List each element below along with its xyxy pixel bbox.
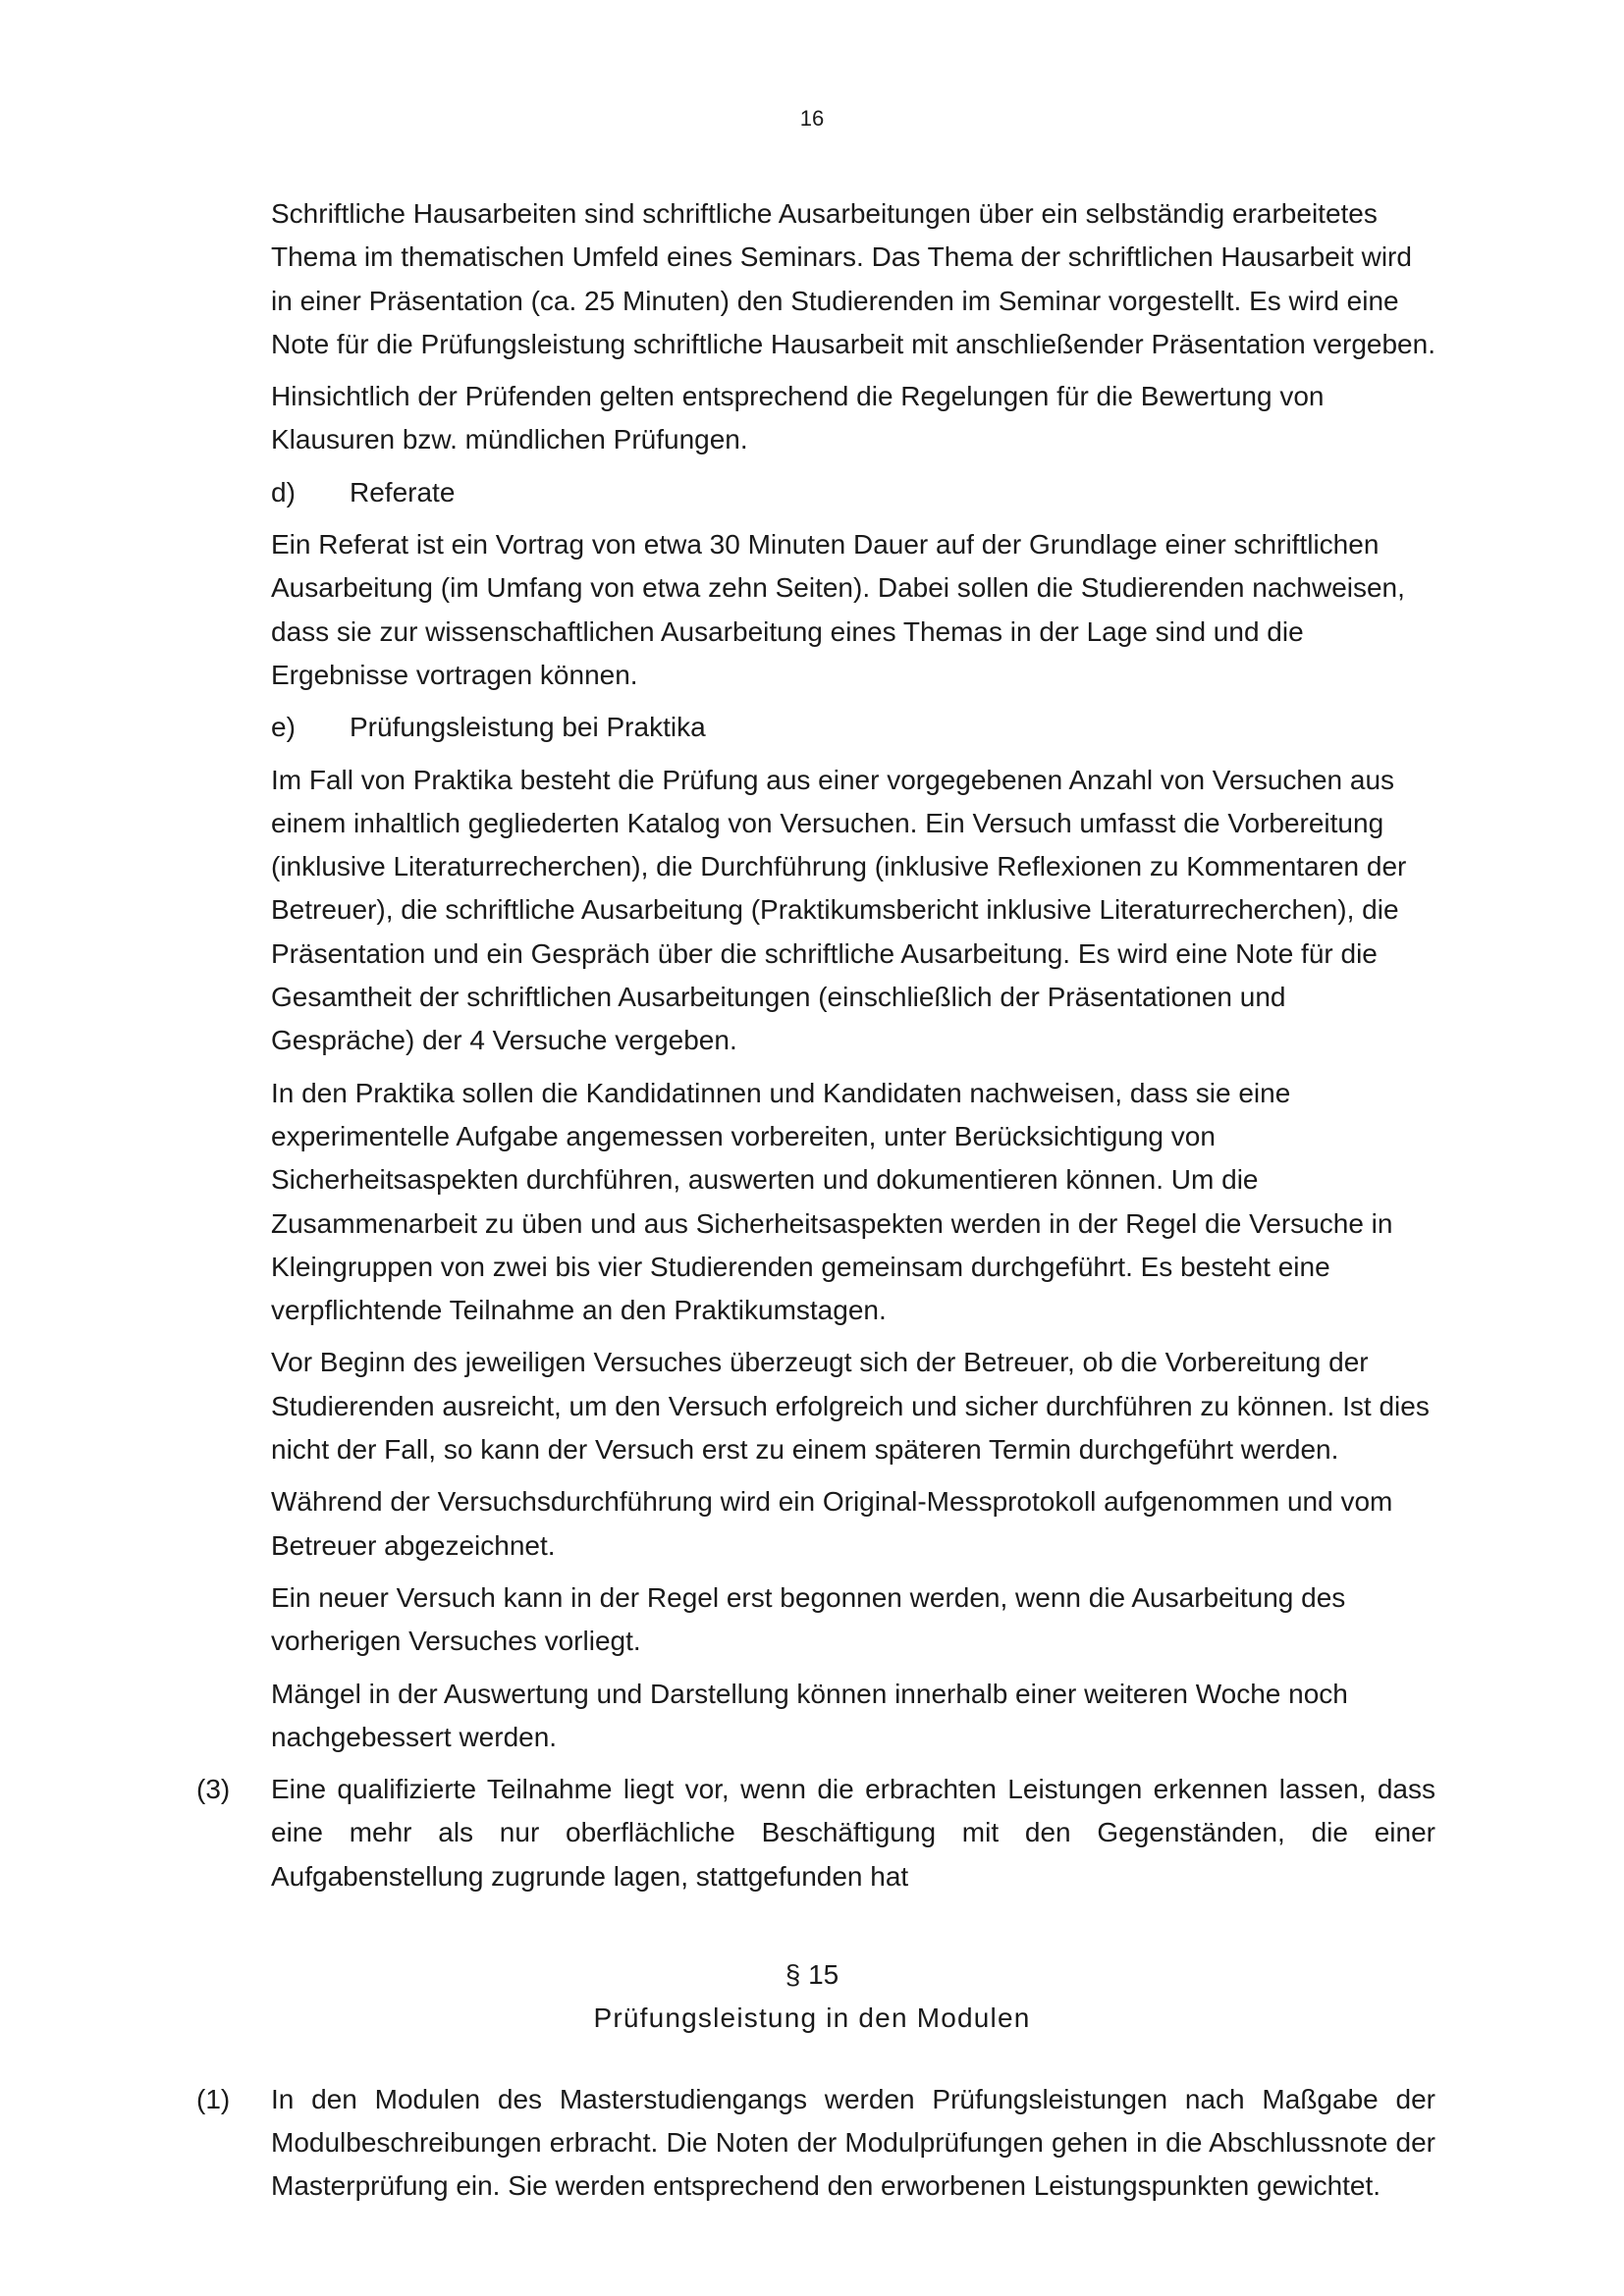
subheading-title: Referate <box>350 476 456 507</box>
item-number: (1) <box>196 2083 231 2114</box>
item-text: In den Modulen des Masterstudiengangs werden Prüfungsleistungen nach Maßgabe der Modulbeschreibungen erbracht. Die Noten der Modulprüfungen gehen in die Abschlussnote der Masterprüfung ein. Sie werden entsprechend den erworbenen Leistungspunkten gewichtet. <box>271 2083 1435 2202</box>
subheading-praktika <box>271 706 1435 749</box>
paragraph-pruefende: Hinsichtlich der Prüfenden gelten entsprechend die Regelungen für die Bewertung von Klausuren bzw. mündlichen Prüfungen. <box>271 381 1325 455</box>
paragraph-neuer-versuch: Ein neuer Versuch kann in der Regel erst begonnen werden, wenn die Ausarbeitung des vorherigen Versuches vorliegt. <box>271 1581 1346 1657</box>
paragraph-praktika-pruefung: Im Fall von Praktika besteht die Prüfung aus einer vorgegebenen Anzahl von Versuchen aus einem inhaltlich gegliederten Katalog von Versuchen. Ein Versuch umfasst die Vorbereitung (inklusive Literaturrecherchen), die Durchführung (inklusive Reflexionen zu Kommentaren der Betreuer), die schriftliche Ausarbeitung (Praktikumsbericht inklusive Literaturrecherchen), die Präsentation und ein Gespräch über die schriftliche Ausarbeitung. Es wird eine Note für die Gesamtheit der schriftlichen Ausarbeitungen (einschließlich der Präsentationen und Gespräche) der 4 Versuche vergeben. <box>271 764 1407 1056</box>
item-text: Eine qualifizierte Teilnahme liegt vor, wenn die erbrachten Leistungen erkennen lassen, dass eine mehr als nur oberflächliche Beschäftigung mit den Gegenständen, die einer Aufgabenstellung zugrunde lagen, stattgefunden hat <box>271 1774 1435 1892</box>
subheading-title: Prüfungsleistung bei Praktika <box>350 712 706 743</box>
numbered-item-3 <box>0 1768 1435 1898</box>
document-body <box>0 192 1624 2216</box>
paragraph-praktika-nachweis: In den Praktika sollen die Kandidatinnen und Kandidaten nachweisen, dass sie eine experimentelle Aufgabe angemessen vorbereiten, unter Berücksichtigung von Sicherheitsaspekten durchführen, auswerten und dokumentieren können. Um die Zusammenarbeit zu üben und aus Sicherheitsaspekten werden in der Regel die Versuche in Kleingruppen von zwei bis vier Studierenden gemeinsam durchgeführt. Es besteht eine verpflichtende Teilnahme an den Praktikumstagen. <box>271 1077 1393 1326</box>
paragraph-referat: Ein Referat ist ein Vortrag von etwa 30 Minuten Dauer auf der Grundlage einer schriftlichen Ausarbeitung (im Umfang von etwa zehn Seiten). Dabei sollen die Studierenden nachweisen, dass sie zur wissenschaftlichen Ausarbeitung eines Themas in der Lage sind und die Ergebnisse vortragen können. <box>271 529 1405 690</box>
subheading-letter: e) <box>271 712 296 743</box>
numbered-item-1 <box>0 2078 1435 2209</box>
paragraph-hausarbeiten: Schriftliche Hausarbeiten sind schriftliche Ausarbeitungen über ein selbständig erarbeitetes Thema im thematischen Umfeld eines Seminars. Das Thema der schriftlichen Hausarbeit wird in einer Präsentation (ca. 25 Minuten) den Studierenden im Seminar vorgestellt. Es wird eine Note für die Prüfungsleistung schriftliche Hausarbeit mit anschließender Präsentation vergeben. <box>271 198 1435 359</box>
subheading-letter: d) <box>271 476 296 507</box>
subheading-referate <box>271 471 1435 514</box>
paragraph-messprotokoll: Während der Versuchsdurchführung wird ein Original-Messprotokoll aufgenommen und vom Betreuer abgezeichnet. <box>271 1486 1393 1561</box>
paragraph-maengel: Mängel in der Auswertung und Darstellung können innerhalb einer weiteren Woche noch nachgebessert werden. <box>271 1678 1348 1752</box>
section-number: § 15 <box>785 1958 839 1990</box>
section-title: Prüfungsleistung in den Modulen <box>593 2002 1031 2034</box>
item-number: (3) <box>196 1774 231 1805</box>
page-number: 16 <box>799 106 825 131</box>
section-heading <box>0 1953 1624 2041</box>
paragraph-versuch-vorbereitung: Vor Beginn des jeweiligen Versuches überzeugt sich der Betreuer, ob die Vorbereitung der Studierenden ausreicht, um den Versuch erfolgreich und sicher durchführen zu können. Ist dies nicht der Fall, so kann der Versuch erst zu einem späteren Termin durchgeführt werden. <box>271 1347 1430 1466</box>
